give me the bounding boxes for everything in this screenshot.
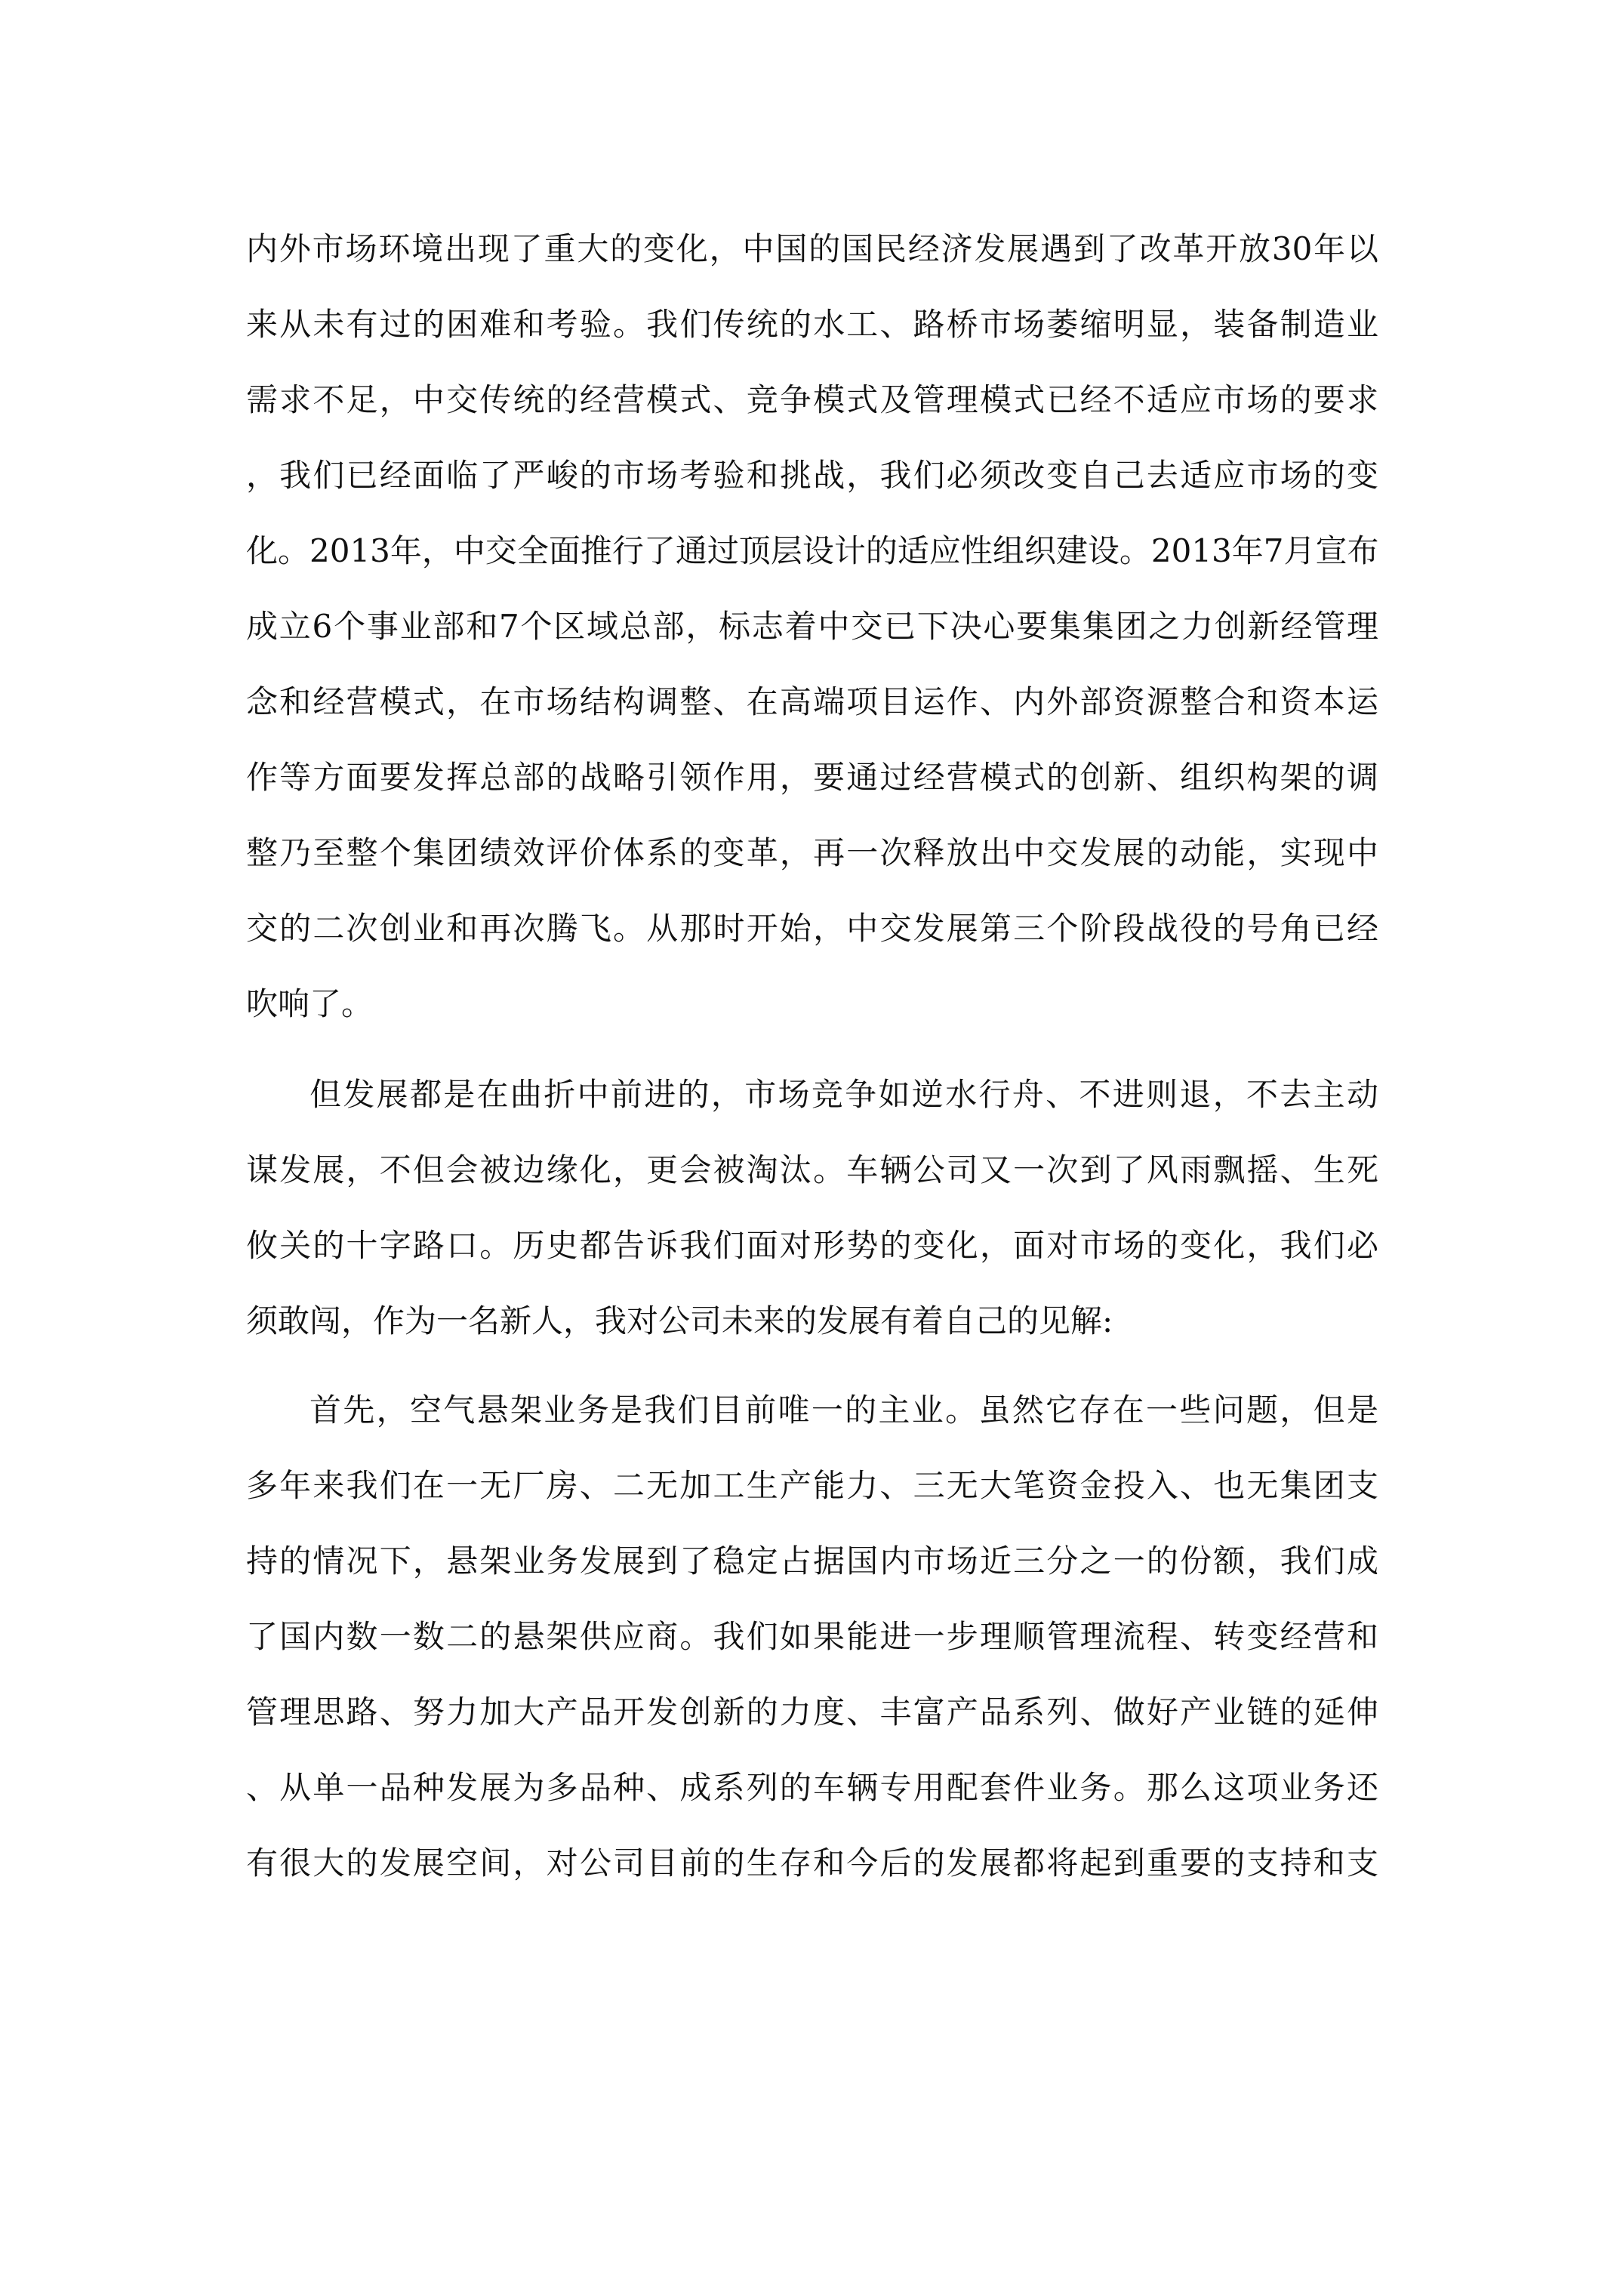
text-line: 来从未有过的困难和考验。我们传统的水工、路桥市场萎缩明显，装备制造业	[246, 306, 1378, 343]
paragraph-first-line: 但发展都是在曲折中前进的，市场竞争如逆水行舟、不进则退，不去主动	[310, 1076, 1378, 1113]
text-line: 念和经营模式，在市场结构调整、在高端项目运作、内外部资源整合和资本运	[246, 683, 1378, 720]
text-line: ，我们已经面临了严峻的市场考验和挑战，我们必须改变自己去适应市场的变	[246, 457, 1378, 494]
text-line: 、从单一品种发展为多品种、成系列的车辆专用配套件业务。那么这项业务还	[246, 1769, 1378, 1806]
text-line: 持的情况下，悬架业务发展到了稳定占据国内市场近三分之一的份额，我们成	[246, 1542, 1378, 1579]
text-line: 化。2013年，中交全面推行了通过顶层设计的适应性组织建设。2013年7月宣布	[246, 532, 1378, 569]
text-line: 管理思路、努力加大产品开发创新的力度、丰富产品系列、做好产业链的延伸	[246, 1693, 1378, 1730]
text-line: 有很大的发展空间，对公司目前的生存和今后的发展都将起到重要的支持和支	[246, 1845, 1378, 1881]
text-line: 吹响了。	[246, 985, 374, 1022]
text-line: 多年来我们在一无厂房、二无加工生产能力、三无大笔资金投入、也无集团支	[246, 1467, 1378, 1504]
text-line: 谋发展，不但会被边缘化，更会被淘汰。车辆公司又一次到了风雨飘摇、生死	[246, 1151, 1378, 1188]
text-line: 了国内数一数二的悬架供应商。我们如果能进一步理顺管理流程、转变经营和	[246, 1618, 1378, 1655]
text-line: 交的二次创业和再次腾飞。从那时开始，中交发展第三个阶段战役的号角已经	[246, 910, 1378, 947]
text-line: 内外市场环境出现了重大的变化，中国的国民经济发展遇到了改革开放30年以	[246, 230, 1378, 267]
text-line: 作等方面要发挥总部的战略引领作用，要通过经营模式的创新、组织构架的调	[246, 759, 1378, 796]
text-line: 须敢闯，作为一名新人，我对公司未来的发展有着自己的见解:	[246, 1302, 1113, 1339]
text-line: 成立6个事业部和7个区域总部，标志着中交已下决心要集集团之力创新经管理	[246, 608, 1378, 645]
text-line: 整乃至整个集团绩效评价体系的变革，再一次释放出中交发展的动能，实现中	[246, 834, 1378, 871]
paragraph-first-line: 首先，空气悬架业务是我们目前唯一的主业。虽然它存在一些问题，但是	[310, 1391, 1378, 1428]
text-line: 攸关的十字路口。历史都告诉我们面对形势的变化，面对市场的变化，我们必	[246, 1227, 1378, 1264]
text-line: 需求不足，中交传统的经营模式、竞争模式及管理模式已经不适应市场的要求	[246, 381, 1378, 418]
